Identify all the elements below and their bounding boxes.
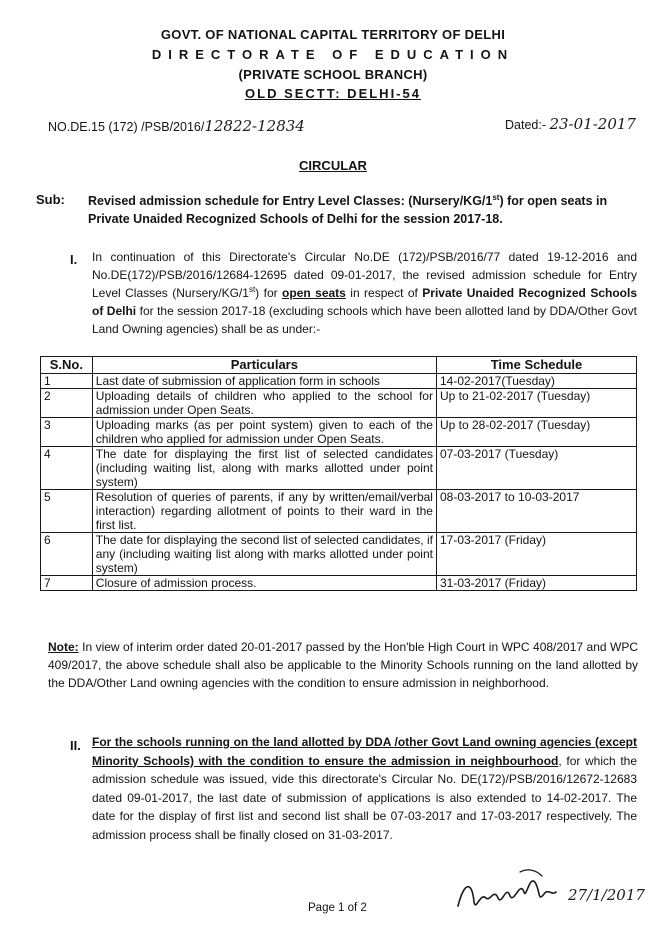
- admission-schedule-table: [40, 356, 637, 591]
- note-text: In view of interim order dated 20-01-2017 passed by the Hon'ble High Court in WPC 408/2017 and WPC 409/2017, the above schedule shall also be applicable to the Minority Schools running on the land allotted by the DDA/Other Land owning agencies with the condition to ensure admission in neighborhood.: [48, 640, 638, 690]
- header-directorate: DIRECTORATE OF EDUCATION: [151, 47, 515, 62]
- row-particulars: Uploading marks (as per point system) given to each of the children who applied for admission under Open Seats.: [92, 418, 436, 447]
- reference-handwritten-number: 12822-12834: [204, 117, 305, 135]
- row-sno: 3: [41, 418, 93, 447]
- header-government: GOVT. OF NATIONAL CAPITAL TERRITORY OF DELHI: [160, 27, 506, 42]
- row-particulars: The date for displaying the second list of selected candidates, if any (including waiting list along with marks allotted under point system): [92, 533, 436, 576]
- row-sno: 5: [41, 490, 93, 533]
- row-time: 14-02-2017(Tuesday): [436, 374, 636, 389]
- note-paragraph: [48, 638, 638, 692]
- table-row: [41, 576, 637, 591]
- subject-text: Revised admission schedule for Entry Level Classes: (Nursery/KG/1st) for open seats in Private Unaided Recognized Schools of Delhi for the session 2017-18.: [88, 192, 608, 226]
- row-sno: 2: [41, 389, 93, 418]
- row-time: 07-03-2017 (Tuesday): [436, 447, 636, 490]
- paragraph-1-number: I.: [70, 252, 78, 267]
- p1-open-seats: open seats: [282, 286, 346, 300]
- signature-image: [450, 862, 650, 922]
- row-time: 08-03-2017 to 10-03-2017: [436, 490, 636, 533]
- header-particulars: Particulars: [92, 357, 436, 374]
- date-handwritten: 23-01-2017: [549, 115, 636, 133]
- table-row: [41, 533, 637, 576]
- p1-text-c: in respect of: [345, 286, 423, 300]
- p1-text-b: ) for: [255, 286, 283, 300]
- header-branch: (PRIVATE SCHOOL BRANCH): [238, 67, 428, 82]
- table-row: [41, 374, 637, 389]
- paragraph-2-number: II.: [70, 738, 81, 753]
- p1-sup: st: [248, 285, 256, 294]
- header-sno: S.No.: [41, 357, 93, 374]
- subject-part-c: ) for open seats in Private Unaided Recognized Schools of Delhi for the session 2017-18.: [88, 194, 608, 226]
- paragraph-1-text: [92, 248, 637, 338]
- header-time-schedule: Time Schedule: [436, 357, 636, 374]
- paragraph-2-text: [92, 733, 637, 844]
- row-particulars: The date for displaying the first list of selected candidates (including waiting list, along with marks allotted under point system): [92, 447, 436, 490]
- table-header-row: [41, 357, 637, 374]
- row-sno: 1: [41, 374, 93, 389]
- table-row: [41, 490, 637, 533]
- subject-sup: st: [492, 192, 500, 202]
- date-label: Dated:-: [505, 118, 550, 132]
- reference-date: [505, 115, 636, 133]
- page-number: Page 1 of 2: [308, 902, 367, 914]
- reference-prefix: NO.DE.15 (172) /PSB/2016/: [48, 120, 205, 134]
- row-sno: 4: [41, 447, 93, 490]
- table-row: [41, 447, 637, 490]
- row-time: Up to 28-02-2017 (Tuesday): [436, 418, 636, 447]
- p1-text-d: for the session 2017-18 (excluding schools which have been allotted land by DDA/Other Govt Land Owning agencies) shall be as under:-: [92, 304, 638, 336]
- row-time: 17-03-2017 (Friday): [436, 533, 636, 576]
- document-title: CIRCULAR: [299, 158, 367, 173]
- subject-part-b: (Nursery/KG/1: [408, 194, 493, 208]
- row-particulars: Closure of admission process.: [92, 576, 436, 591]
- note-label: Note:: [48, 640, 79, 654]
- table-row: [41, 389, 637, 418]
- row-sno: 6: [41, 533, 93, 576]
- row-particulars: Last date of submission of application form in schools: [92, 374, 436, 389]
- subject-label: Sub:: [36, 192, 65, 207]
- row-sno: 7: [41, 576, 93, 591]
- signature-date: 27/1/2017: [568, 886, 645, 904]
- p1-schools: Private Unaided Recognized Schools of Delhi: [92, 286, 637, 318]
- row-particulars: Resolution of queries of parents, if any by written/email/verbal interaction) regarding allotment of points to their ward in the first list.: [92, 490, 436, 533]
- subject-part-a: Revised admission schedule for Entry Level Classes: [88, 194, 401, 208]
- table-row: [41, 418, 637, 447]
- p2-underlined: For the schools running on the land allotted by DDA /other Govt Land owning agencies (except Minority Schools) with the condition to ensure the admission in neighbourhood: [92, 735, 637, 768]
- row-time: Up to 21-02-2017 (Tuesday): [436, 389, 636, 418]
- row-particulars: Uploading details of children who applied to the school for admission under Open Seats.: [92, 389, 436, 418]
- p2-rest: , for which the admission schedule was issued, vide this directorate's Circular No. DE(172)/PSB/2016/12672-12683 dated 09-01-2017, the last date of submission of applications is also extended to 14-02-2017. The date for the display of first list and second list shall be 07-03-2017 and 17-03-2017 respectively. The admission process shall be finally closed on 31-03-2017.: [92, 753, 638, 842]
- header-address: OLD SECTT: DELHI-54: [245, 86, 421, 101]
- p1-text-a: In continuation of this Directorate's Circular No.DE (172)/PSB/2016/77 dated 19-12-2016 and No.DE(172)/PSB/2016/12684-12695 dated 09-01-2017, the revised admission schedule for Entry Level Classes (Nursery/KG/1: [92, 250, 637, 300]
- row-time: 31-03-2017 (Friday): [436, 576, 636, 591]
- reference-number: [48, 117, 305, 135]
